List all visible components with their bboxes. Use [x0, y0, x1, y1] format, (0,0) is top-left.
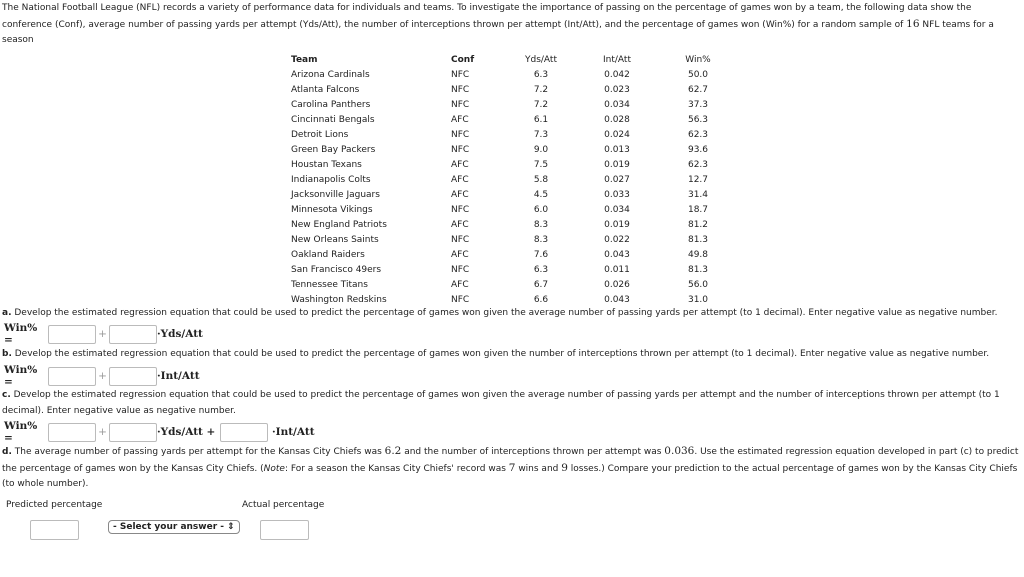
conference: NFC: [451, 294, 470, 305]
table-row: [287, 127, 738, 142]
part-d-yds-value: 6.2: [384, 445, 402, 457]
win-pct: 18.7: [687, 204, 709, 215]
table-header-row: [287, 52, 738, 67]
plus-sign: +: [98, 328, 107, 340]
yds-per-att: 6.0: [533, 204, 549, 215]
header-conf: Conf: [451, 54, 475, 65]
team-name: New England Patriots: [291, 219, 387, 230]
part-c-int-coefficient-input[interactable]: [220, 423, 268, 442]
select-arrow-icon: ⇕: [227, 522, 235, 532]
table-row: [287, 292, 738, 307]
conference: AFC: [451, 159, 469, 170]
win-pct: 49.8: [687, 249, 709, 260]
int-per-att: 0.024: [604, 129, 630, 140]
predicted-percentage-input[interactable]: [30, 520, 79, 540]
part-c-intercept-input[interactable]: [48, 423, 96, 442]
part-d-t1: The average number of passing yards per attempt for the Kansas City Chiefs was: [11, 447, 385, 457]
part-c-text: [2, 388, 1020, 419]
table-row: [287, 202, 738, 217]
part-d-t4: : For a season the Kansas City Chiefs' record was: [284, 463, 509, 474]
conference: AFC: [451, 114, 469, 125]
conference: NFC: [451, 84, 470, 95]
part-b-intercept-input[interactable]: [48, 367, 96, 386]
int-per-att: 0.022: [604, 234, 630, 245]
part-a-text: [2, 306, 1020, 322]
equation-lhs: Win% =: [4, 364, 38, 388]
table-row: [287, 217, 738, 232]
intro-text: [2, 1, 1020, 49]
part-a-question: Develop the estimated regression equation that could be used to predict the percentage of games won given the average number of passing yards per attempt (to 1 decimal). Enter negative value as negative number.: [11, 308, 998, 318]
team-name: Green Bay Packers: [291, 144, 376, 155]
part-d-letter: d.: [2, 447, 12, 457]
team-name: Tennessee Titans: [291, 279, 368, 290]
table-row: [287, 277, 738, 292]
data-table: [287, 52, 738, 307]
table-row: [287, 112, 738, 127]
win-pct: 81.3: [687, 234, 709, 245]
conference: NFC: [451, 99, 470, 110]
sample-size: 16: [906, 17, 920, 30]
part-d-note: Note: [263, 463, 285, 474]
header-yds: Yds/Att: [525, 54, 557, 65]
yds-per-att: 7.2: [533, 99, 549, 110]
win-pct: 56.3: [687, 114, 709, 125]
int-per-att: 0.042: [604, 69, 630, 80]
table-row: [287, 247, 738, 262]
table-row: [287, 172, 738, 187]
actual-percentage-input[interactable]: [260, 520, 309, 540]
part-c-yds-coefficient-input[interactable]: [109, 423, 157, 442]
table-row: [287, 67, 738, 82]
part-d-int-value: 0.036: [664, 445, 695, 457]
team-name: Detroit Lions: [291, 129, 349, 140]
table-row: [287, 187, 738, 202]
conference: NFC: [451, 264, 470, 275]
part-c-question: Develop the estimated regression equation that could be used to predict the percentage of games won given the average number of passing yards per attempt and the number of interceptions thrown per attempt (to 1 decimal). Enter negative value as negative number.: [2, 390, 1000, 416]
team-name: New Orleans Saints: [291, 234, 379, 245]
equation-lhs: Win% =: [4, 322, 38, 346]
team-name: Cincinnati Bengals: [291, 114, 375, 125]
team-name: Houstan Texans: [291, 159, 362, 170]
intro-text-part2: NFL teams for a season: [2, 19, 994, 45]
conference: NFC: [451, 129, 470, 140]
conference: NFC: [451, 204, 470, 215]
team-name: San Francisco 49ers: [291, 264, 382, 275]
int-per-att: 0.023: [604, 84, 630, 95]
part-a-yds-coefficient-input[interactable]: [109, 325, 157, 344]
yds-per-att: 6.3: [533, 69, 549, 80]
int-per-att: 0.033: [604, 189, 630, 200]
win-pct: 81.2: [687, 219, 709, 230]
int-term: ·Int/Att: [272, 426, 315, 438]
conference: AFC: [451, 279, 469, 290]
part-b-question: Develop the estimated regression equation that could be used to predict the percentage of games won given the number of interceptions thrown per attempt (to 1 decimal). Enter negative value as negative number.: [11, 349, 990, 359]
part-c-letter: c.: [2, 390, 11, 400]
part-d-t6: losses.) Compare your prediction to the actual percentage of games won by the Kansas City Chiefs (to whole number).: [2, 463, 1018, 489]
win-pct: 56.0: [687, 279, 709, 290]
int-per-att: 0.043: [604, 294, 630, 305]
conference: AFC: [451, 219, 469, 230]
team-name: Atlanta Falcons: [291, 84, 360, 95]
int-per-att: 0.034: [604, 99, 630, 110]
int-per-att: 0.019: [604, 219, 630, 230]
team-name: Jacksonville Jaguars: [291, 189, 380, 200]
equation-b: [4, 364, 200, 388]
table-row: [287, 157, 738, 172]
part-b-text: [2, 347, 1020, 363]
team-name: Washington Redskins: [291, 294, 387, 305]
win-pct: 31.4: [687, 189, 709, 200]
yds-per-att: 8.3: [533, 219, 549, 230]
conference: AFC: [451, 174, 469, 185]
conference: NFC: [451, 234, 470, 245]
header-int: Int/Att: [603, 54, 631, 65]
table-row: [287, 97, 738, 112]
yds-per-att: 7.6: [533, 249, 549, 260]
int-per-att: 0.019: [604, 159, 630, 170]
part-b-letter: b.: [2, 349, 12, 359]
part-d-wins: 7: [508, 461, 516, 474]
table-row: [287, 232, 738, 247]
win-pct: 31.0: [687, 294, 709, 305]
equation-c: [4, 420, 315, 444]
conference: AFC: [451, 249, 469, 260]
win-pct: 50.0: [687, 69, 709, 80]
int-per-att: 0.027: [604, 174, 630, 185]
header-win: Win%: [685, 54, 711, 65]
comparison-select[interactable]: [108, 520, 240, 534]
plus-sign: +: [98, 426, 107, 438]
int-term: ·Int/Att: [157, 370, 200, 382]
table-row: [287, 142, 738, 157]
yds-per-att: 7.5: [533, 159, 549, 170]
yds-per-att: 6.1: [533, 114, 549, 125]
int-per-att: 0.011: [604, 264, 630, 275]
yds-per-att: 7.3: [533, 129, 549, 140]
yds-term: ·Yds/Att: [157, 328, 203, 340]
intro-text-part1: The National Football League (NFL) records a variety of performance data for individuals and teams. To investigate the importance of passing on the percentage of games won by a team, the following data show the conference (Conf), average number of passing yards per attempt (Yds/Att), the number of interceptions thrown per attempt (Int/Att), and the percentage of games won (Win%) for a random sample of: [2, 3, 972, 30]
team-name: Carolina Panthers: [291, 99, 371, 110]
win-pct: 62.3: [687, 159, 709, 170]
int-per-att: 0.026: [604, 279, 630, 290]
part-d-text: [2, 444, 1020, 493]
yds-per-att: 5.8: [533, 174, 549, 185]
table-row: [287, 82, 738, 97]
team-name: Indianapolis Colts: [291, 174, 371, 185]
yds-per-att: 6.7: [533, 279, 549, 290]
actual-percentage-label: Actual percentage: [242, 500, 325, 510]
team-name: Oakland Raiders: [291, 249, 365, 260]
header-team: Team: [291, 54, 318, 65]
win-pct: 62.7: [687, 84, 709, 95]
part-a-letter: a.: [2, 308, 12, 318]
equation-lhs: Win% =: [4, 420, 38, 444]
part-b-int-coefficient-input[interactable]: [109, 367, 157, 386]
win-pct: 12.7: [687, 174, 709, 185]
win-pct: 62.3: [687, 129, 709, 140]
yds-per-att: 4.5: [533, 189, 549, 200]
yds-per-att: 6.3: [533, 264, 549, 275]
win-pct: 37.3: [687, 99, 709, 110]
yds-per-att: 9.0: [533, 144, 549, 155]
int-per-att: 0.028: [604, 114, 630, 125]
team-name: Arizona Cardinals: [291, 69, 370, 80]
conference: AFC: [451, 189, 469, 200]
int-per-att: 0.043: [604, 249, 630, 260]
part-d-losses: 9: [561, 461, 568, 474]
win-pct: 81.3: [687, 264, 709, 275]
part-d-t5: wins and: [515, 463, 562, 474]
table-row: [287, 262, 738, 277]
team-name: Minnesota Vikings: [291, 204, 373, 215]
conference: NFC: [451, 144, 470, 155]
part-d-t2: and the number of interceptions thrown per attempt was: [401, 447, 665, 457]
int-per-att: 0.013: [604, 144, 630, 155]
yds-per-att: 7.2: [533, 84, 549, 95]
win-pct: 93.6: [687, 144, 709, 155]
plus-sign: +: [98, 370, 107, 382]
yds-per-att: 8.3: [533, 234, 549, 245]
select-value: - Select your answer -: [113, 522, 225, 532]
part-a-intercept-input[interactable]: [48, 325, 96, 344]
part-d-t3: . Use the estimated regression equation developed in part (c) to predict the percentage of games won by the Kansas City Chiefs. (: [2, 447, 1019, 474]
yds-term: ·Yds/Att +: [157, 426, 216, 438]
predicted-percentage-label: Predicted percentage: [6, 500, 103, 510]
equation-a: [4, 322, 203, 346]
conference: NFC: [451, 69, 470, 80]
int-per-att: 0.034: [604, 204, 630, 215]
yds-per-att: 6.6: [533, 294, 549, 305]
